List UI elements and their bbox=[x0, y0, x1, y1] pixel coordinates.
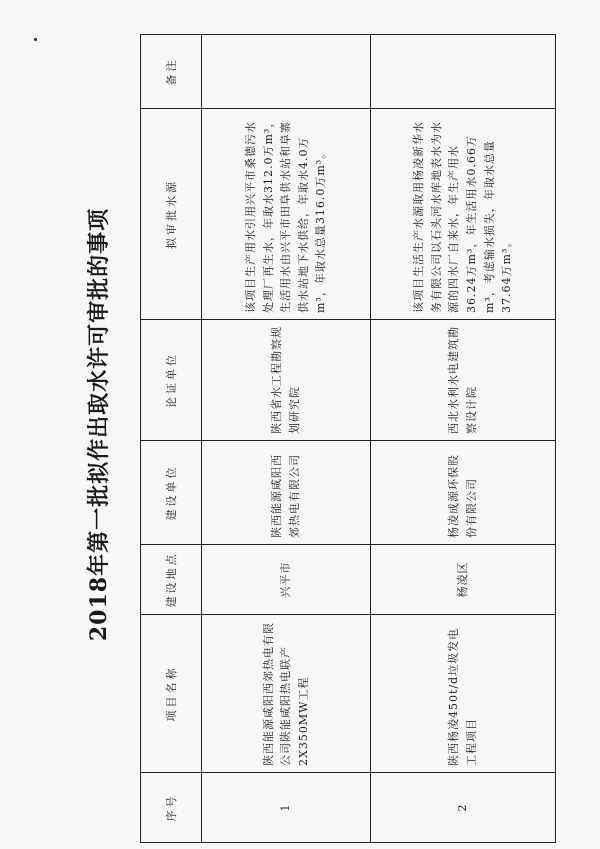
header-assessor: 论证单位 bbox=[141, 320, 202, 441]
header-remarks: 备注 bbox=[141, 35, 202, 109]
table-row bbox=[202, 35, 371, 843]
cell-seq: 2 bbox=[371, 773, 556, 843]
table-row bbox=[371, 35, 556, 843]
cell-project-name: 陕西能源咸阳西郊热电有限公司陕能咸阳热电联产2X350MW工程 bbox=[202, 615, 371, 773]
header-project-name: 项目名称 bbox=[141, 615, 202, 773]
header-water-source: 拟审批水源 bbox=[141, 109, 202, 320]
header-seq: 序号 bbox=[141, 773, 202, 843]
cell-assessor: 陕西省水工程勘察规划研究院 bbox=[202, 320, 371, 441]
header-builder: 建设单位 bbox=[141, 441, 202, 545]
cell-remarks bbox=[202, 35, 371, 109]
cell-location: 兴平市 bbox=[202, 545, 371, 615]
cell-assessor: 西北水利水电建筑勘察设计院 bbox=[371, 320, 556, 441]
cell-project-name: 陕西杨凌450t/d垃圾发电工程项目 bbox=[371, 615, 556, 773]
cell-seq: 1 bbox=[202, 773, 371, 843]
cell-water-source: 该项目生产用水引用兴平市桑德污水处理厂再生水，年取水312.0万m³，生活用水由兴平市田阜供水站和阜寨供水站地下水供给，年取水4.0万m³，年取水总量316.0万m³。 bbox=[202, 109, 371, 320]
cell-location: 杨凌区 bbox=[371, 545, 556, 615]
approval-table bbox=[140, 34, 556, 843]
cell-remarks bbox=[371, 35, 556, 109]
cell-water-source: 该项目生活生产水源取用杨凌新华水务有限公司以石头河水库地表水为水源的四水厂自来水，年生产用水36.24万m³，年生活用水0.66万m³，考虑输水损失，年取水总量37.64万m³。 bbox=[371, 109, 556, 320]
cell-builder: 陕西能源咸阳西郊热电有限公司 bbox=[202, 441, 371, 545]
header-row bbox=[141, 35, 202, 843]
header-location: 建设地点 bbox=[141, 545, 202, 615]
cell-builder: 杨凌成源环保股份有限公司 bbox=[371, 441, 556, 545]
page-title: 2018年第一批拟作出取水许可审批的事项 bbox=[86, 207, 112, 642]
